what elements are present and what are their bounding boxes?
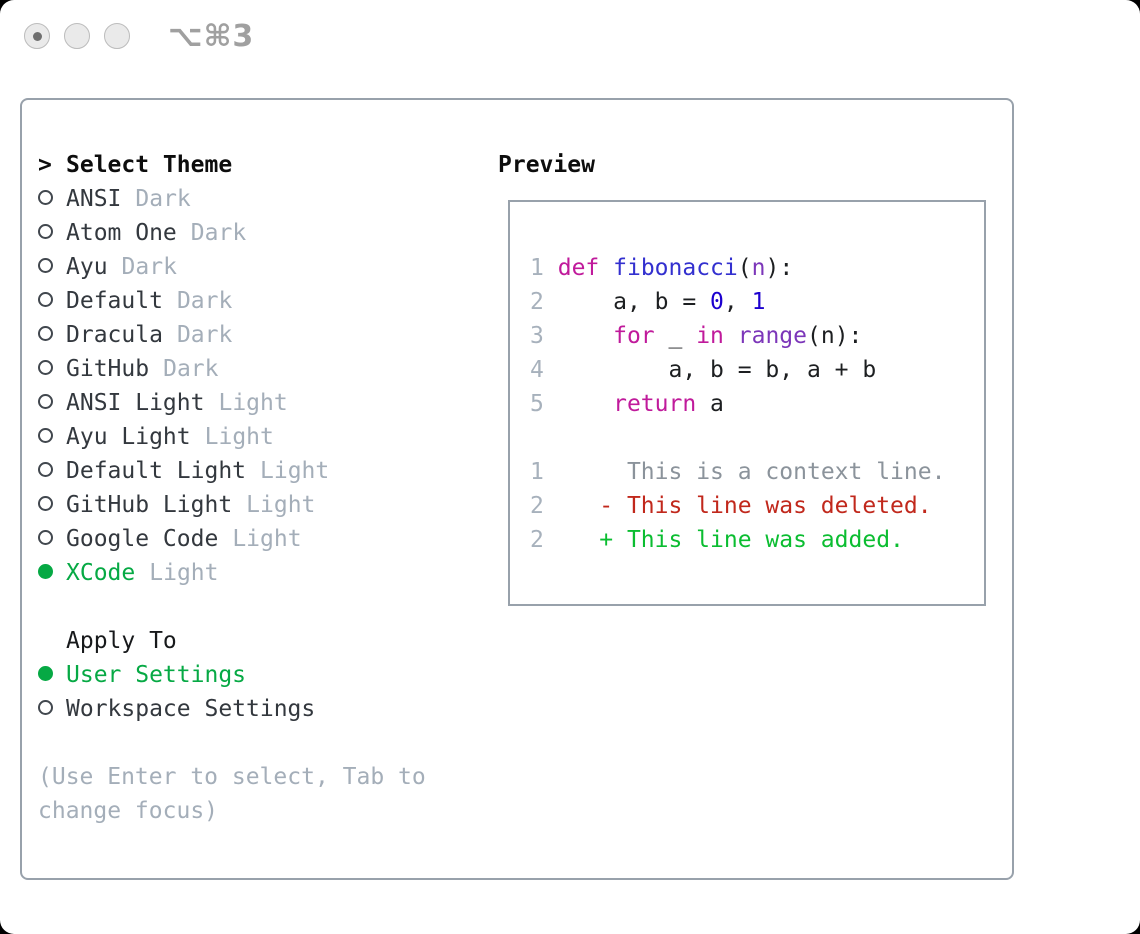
theme-option-github-light[interactable]: [38, 488, 426, 522]
focus-prompt-icon: >: [38, 152, 52, 178]
theme-option-ansi[interactable]: [38, 182, 426, 216]
radio-icon: [38, 292, 53, 307]
variant-tag: Light: [260, 458, 330, 484]
keyboard-shortcut-label: ⌥⌘3: [168, 19, 255, 54]
option-label: Google Code: [66, 526, 219, 552]
option-label: Default: [66, 288, 163, 314]
code-line: 2 a, b = 0, 1: [530, 289, 766, 315]
code-line: 3 for _ in range(n):: [530, 323, 863, 349]
preview-box: [508, 200, 986, 606]
theme-option-github[interactable]: [38, 352, 426, 386]
option-label: ANSI: [66, 186, 122, 212]
code-line: [530, 421, 945, 455]
option-label: ANSI Light: [66, 390, 205, 416]
select-theme-header: [38, 148, 426, 182]
variant-tag: Light: [218, 390, 288, 416]
code-line: 1 This is a context line.: [530, 459, 946, 485]
variant-tag: Dark: [176, 322, 233, 348]
radio-icon: [38, 224, 53, 239]
code-line: 2 + This line was added.: [530, 527, 904, 553]
theme-option-atom-one[interactable]: [38, 216, 426, 250]
apply-option-workspace-settings[interactable]: [38, 692, 426, 726]
theme-option-ayu[interactable]: [38, 250, 426, 284]
variant-tag: Light: [246, 492, 316, 518]
variant-tag: Dark: [121, 254, 177, 280]
theme-option-default-light[interactable]: [38, 454, 426, 488]
radio-icon: [38, 258, 53, 273]
radio-icon: [38, 326, 53, 341]
option-label: Default Light: [66, 458, 247, 484]
radio-icon: [38, 530, 53, 545]
code-line: 1 def fibonacci(n):: [530, 255, 794, 281]
apply-option-user-settings[interactable]: [38, 658, 426, 692]
theme-option-ansi-light[interactable]: [38, 386, 426, 420]
radio-selected-icon: [38, 564, 53, 579]
theme-option-google-code[interactable]: [38, 522, 426, 556]
code-line: 2 - This line was deleted.: [530, 493, 932, 519]
option-label: Dracula: [66, 322, 163, 348]
theme-selector-panel: [20, 98, 1014, 880]
radio-icon: [38, 462, 53, 477]
option-label: Workspace Settings: [66, 696, 316, 722]
variant-tag: Light: [232, 526, 302, 552]
variant-tag: Dark: [176, 288, 233, 314]
option-label: GitHub: [66, 356, 150, 382]
radio-selected-icon: [38, 666, 53, 681]
option-label: Ayu: [66, 254, 108, 280]
apply-to-title: Apply To: [66, 628, 177, 654]
radio-icon: [38, 700, 53, 715]
radio-icon: [38, 190, 53, 205]
minimize-button[interactable]: [64, 23, 90, 49]
option-label: XCode: [66, 560, 136, 586]
close-dot-icon: [33, 32, 42, 41]
spacer: [38, 726, 426, 760]
spacer: [38, 590, 426, 624]
theme-list-column: [38, 148, 426, 828]
theme-option-dracula[interactable]: [38, 318, 426, 352]
variant-tag: Dark: [190, 220, 247, 246]
help-text-line-2: change focus): [38, 798, 219, 824]
theme-option-ayu-light[interactable]: [38, 420, 426, 454]
variant-tag: Dark: [163, 356, 219, 382]
code-line: 4 a, b = b, a + b: [530, 357, 877, 383]
variant-tag: Light: [204, 424, 274, 450]
close-button[interactable]: [24, 23, 50, 49]
radio-icon: [38, 394, 53, 409]
option-label: Ayu Light: [66, 424, 191, 450]
radio-icon: [38, 360, 53, 375]
help-text-line-1: (Use Enter to select, Tab to: [38, 764, 426, 790]
theme-option-default[interactable]: [38, 284, 426, 318]
preview-code: [530, 251, 945, 557]
select-theme-title: Select Theme: [66, 152, 233, 178]
radio-icon: [38, 428, 53, 443]
apply-to-options: [38, 658, 426, 726]
option-label: User Settings: [66, 662, 247, 688]
theme-list: [38, 182, 426, 590]
variant-tag: Dark: [135, 186, 191, 212]
radio-icon: [38, 496, 53, 511]
apply-to-section: [38, 624, 426, 726]
variant-tag: Light: [149, 560, 219, 586]
option-label: GitHub Light: [66, 492, 233, 518]
theme-option-xcode[interactable]: [38, 556, 426, 590]
code-line: 5 return a: [530, 391, 724, 417]
maximize-button[interactable]: [104, 23, 130, 49]
option-label: Atom One: [66, 220, 177, 246]
preview-title: Preview: [498, 152, 595, 178]
